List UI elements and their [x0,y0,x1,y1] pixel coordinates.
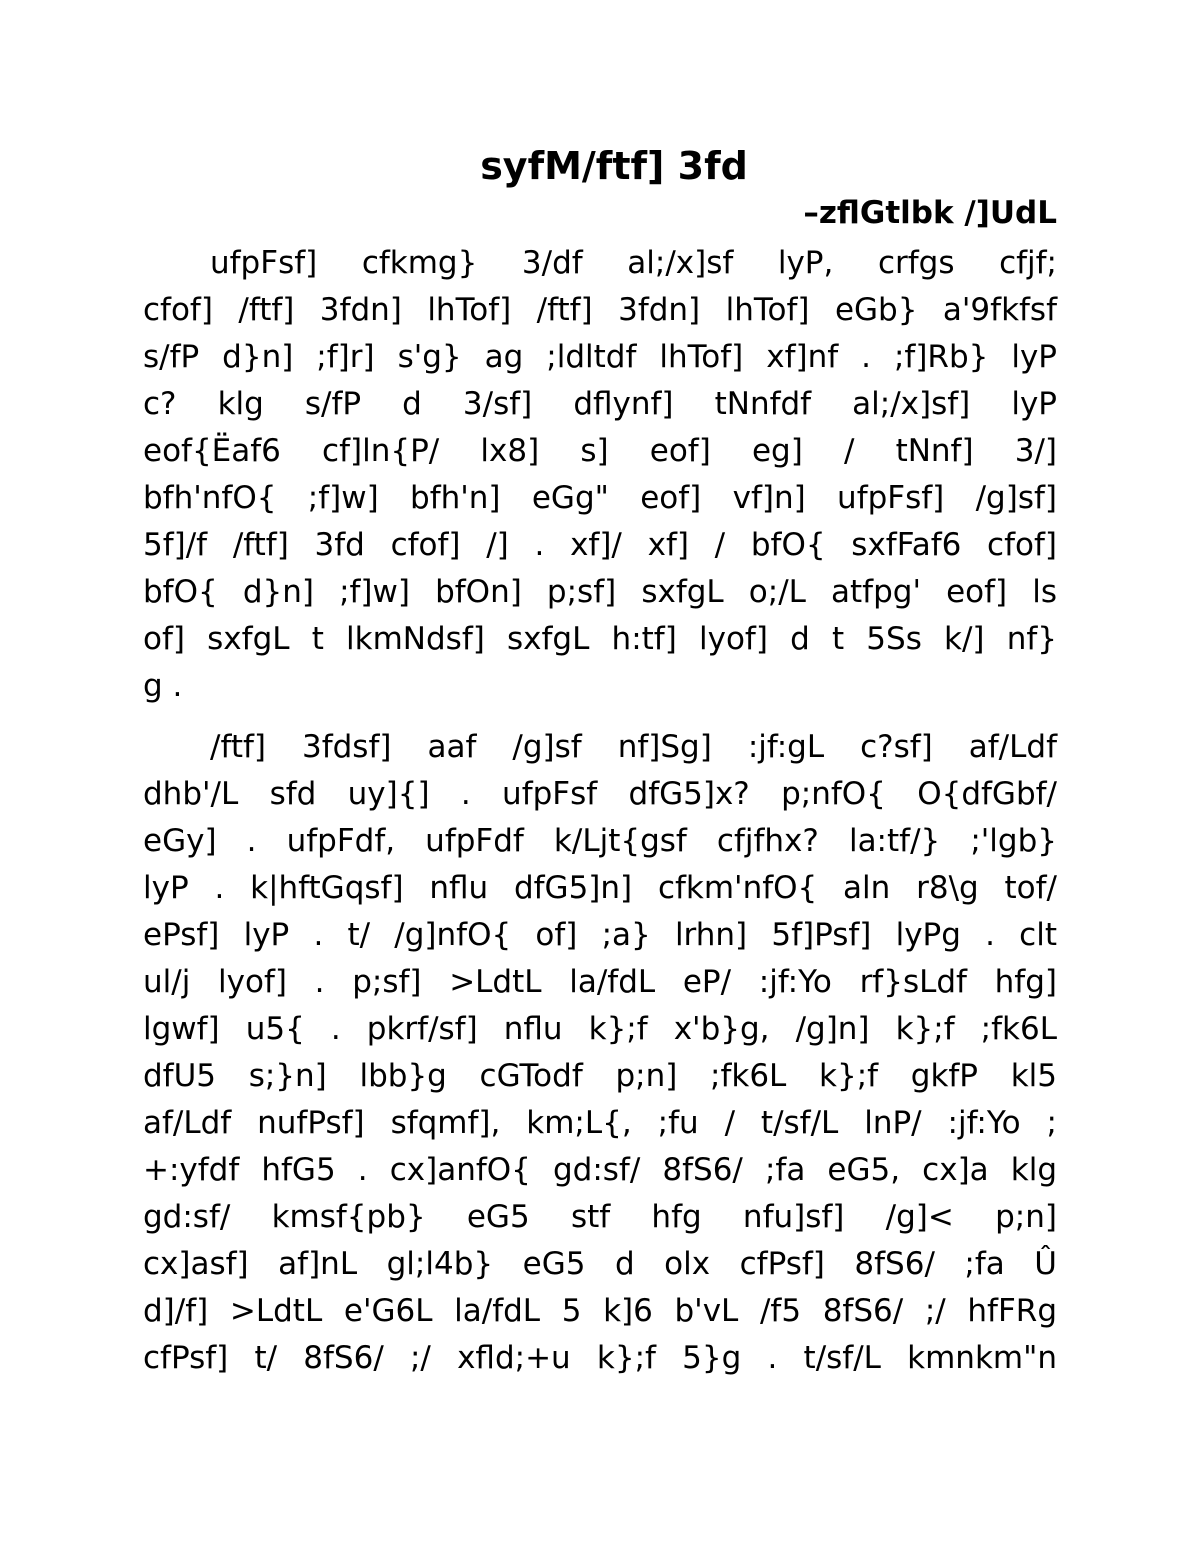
paragraph-1 [143,240,1057,710]
text-line: s/fP d}n] ;f]r] s'g} ag ;ldltdf lhTof] xf]nf . ;f]Rb} lyP [143,339,1057,375]
text-line: 5f]/f /ftf] 3fd cfof] /] . xf]/ xf] / bfO{ sxfFaf6 cfof] [143,527,1057,563]
text-line: +:yfdf hfG5 . cx]anfO{ gd:sf/ 8fS6/ ;fa eG5, cx]a klg [143,1152,1057,1188]
text-line: dfU5 s;}n] lbb}g cGTodf p;n] ;fk6L k};f gkfP kl5 [143,1058,1057,1094]
text-line: g . [143,668,183,704]
text-line: eGy] . ufpFdf, ufpFdf k/Ljt{gsf cfjfhx? la:tf/} ;'lgb} [143,823,1057,859]
text-line: cx]asf] af]nL gl;l4b} eG5 d olx cfPsf] 8fS6/ ;fa Û [143,1246,1057,1282]
document-page [143,140,1057,1382]
text-line: ul/j lyof] . p;sf] >LdtL la/fdL eP/ :jf:Yo rf}sLdf hfg] [143,964,1057,1000]
text-line: lgwf] u5{ . pkrf/sf] nflu k};f x'b}g, /g]n] k};f ;fk6L [143,1011,1057,1047]
text-line: /ftf] 3fdsf] aaf /g]sf nf]Sg] :jf:gL c?sf] af/Ldf [210,729,1057,765]
text-line: c? klg s/fP d 3/sf] dflynf] tNnfdf al;/x]sf] lyP [143,386,1057,422]
text-line: gd:sf/ kmsf{pb} eG5 stf hfg nfu]sf] /g]< p;n] [143,1199,1057,1235]
text-line: dhb'/L sfd uy]{] . ufpFsf dfG5]x? p;nfO{ O{dfGbf/ [143,776,1057,812]
text-line: ufpFsf] cfkmg} 3/df al;/x]sf lyP, crfgs cfjf; [210,245,1057,281]
text-line: of] sxfgL t lkmNdsf] sxfgL h:tf] lyof] d t 5Ss k/] nf} [143,621,1057,657]
paragraph-2 [143,724,1057,1382]
document-title: syfM/ftf] 3fd [480,144,748,188]
text-line: bfh'nfO{ ;f]w] bfh'n] eGg" eof] vf]n] ufpFsf] /g]sf] [143,480,1057,516]
text-line: cfof] /ftf] 3fdn] lhTof] /ftf] 3fdn] lhTof] eGb} a'9fkfsf [143,292,1057,328]
text-line: cfPsf] t/ 8fS6/ ;/ xfld;+u k};f 5}g . t/sf/L kmnkm"n [143,1340,1057,1376]
text-line: eof{Ëaf6 cf]ln{P/ lx8] s] eof] eg] / tNnf] 3/] [143,433,1057,469]
text-line: bfO{ d}n] ;f]w] bfOn] p;sf] sxfgL o;/L atfpg' eof] ls [143,574,1057,610]
text-line: ePsf] lyP . t/ /g]nfO{ of] ;a} lrhn] 5f]Psf] lyPg . clt [143,917,1057,953]
document-author: –zflGtlbk /]UdL [803,195,1057,231]
text-line: af/Ldf nufPsf] sfqmf], km;L{, ;fu / t/sf/L lnP/ :jf:Yo ; [143,1105,1057,1141]
text-line: lyP . k|hftGqsf] nflu dfG5]n] cfkm'nfO{ aln r8\g tof/ [143,870,1057,906]
text-line: d]/f] >LdtL e'G6L la/fdL 5 k]6 b'vL /f5 8fS6/ ;/ hfFRg [143,1293,1057,1329]
